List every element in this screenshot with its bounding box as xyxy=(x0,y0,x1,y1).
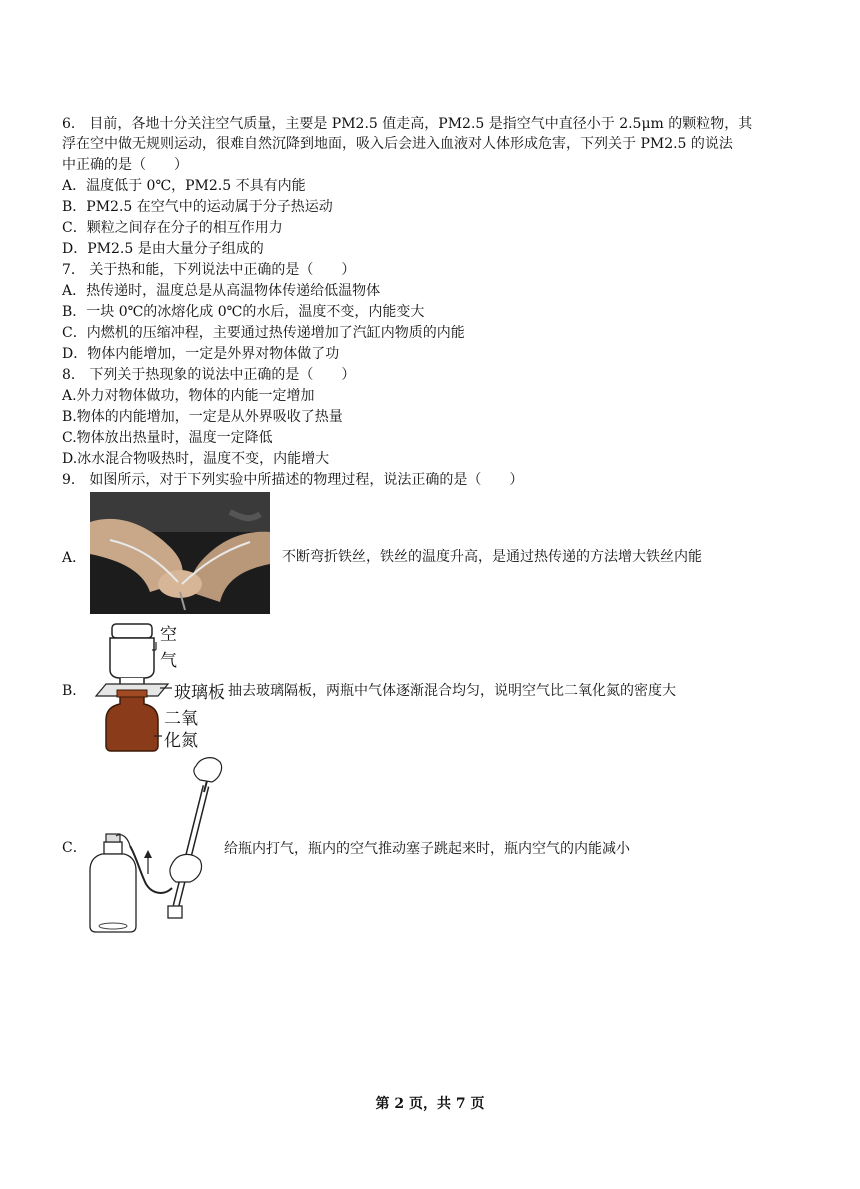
q7-option-b: B．一块 0℃的冰熔化成 0℃的水后，温度不变，内能变大 xyxy=(62,304,425,320)
q6-stem-line-2: 浮在空中做无规则运动，很难自然沉降到地面，吸入后会进入血液对人体形成危害，下列关于 PM2.5 的说法 xyxy=(62,136,733,152)
q8-option-c: C.物体放出热量时，温度一定降低 xyxy=(62,430,273,446)
q9-option-c-label: C． xyxy=(62,840,87,856)
wire-bending-photo xyxy=(90,492,270,614)
air-label-2: 气 xyxy=(160,651,177,671)
q9-option-a-text: 不断弯折铁丝，铁丝的温度升高，是通过热传递的方法增大铁丝内能 xyxy=(282,549,702,565)
q8-stem: 8． 下列关于热现象的说法中正确的是（ ） xyxy=(62,367,356,383)
q6-option-b: B．PM2.5 在空气中的运动属于分子热运动 xyxy=(62,199,333,215)
q7-option-d: D．物体内能增加，一定是外界对物体做了功 xyxy=(62,346,340,362)
q6-stem-line-3: 中正确的是（ ） xyxy=(62,157,188,173)
no2-label-1: 二氧 xyxy=(164,709,198,729)
q7-option-a: A．热传递时，温度总是从高温物体传递给低温物体 xyxy=(62,283,381,299)
glass-plate-label: 玻璃板 xyxy=(174,683,225,703)
q8-option-d: D.冰水混合物吸热时，温度不变，内能增大 xyxy=(62,451,330,467)
q8-option-b: B.物体的内能增加，一定是从外界吸收了热量 xyxy=(62,409,343,425)
air-label-1: 空 xyxy=(160,625,177,645)
air-pump-bottle-figure xyxy=(88,756,228,934)
no2-label-2: 化氮 xyxy=(164,731,198,751)
q6-option-a: A．温度低于 0℃，PM2.5 不具有内能 xyxy=(62,178,306,194)
q7-stem: 7． 关于热和能，下列说法中正确的是（ ） xyxy=(62,262,356,278)
q9-option-a-label: A． xyxy=(62,550,87,566)
page-footer xyxy=(0,1093,860,1113)
q6-option-c: C．颗粒之间存在分子的相互作用力 xyxy=(62,220,283,236)
q9-stem: 9． 如图所示，对于下列实验中所描述的物理过程，说法正确的是（ ） xyxy=(62,472,524,488)
q9-option-b-text: 抽去玻璃隔板，两瓶中气体逐渐混合均匀，说明空气比二氧化氮的密度大 xyxy=(228,683,676,699)
q9-option-b-label: B． xyxy=(62,683,87,699)
q6-option-d: D．PM2.5 是由大量分子组成的 xyxy=(62,241,264,257)
q9-option-c-text: 给瓶内打气，瓶内的空气推动塞子跳起来时，瓶内空气的内能减小 xyxy=(224,841,630,857)
q8-option-a: A.外力对物体做功，物体的内能一定增加 xyxy=(62,388,315,404)
q7-option-c: C．内燃机的压缩冲程，主要通过热传递增加了汽缸内物质的内能 xyxy=(62,325,465,341)
q6-stem-line-1: 6． 目前，各地十分关注空气质量，主要是 PM2.5 值走高，PM2.5 是指空气中直径小于 2.5μm 的颗粒物，其 xyxy=(62,116,753,132)
page-number: 第 2 页，共 7 页 xyxy=(375,1096,485,1112)
